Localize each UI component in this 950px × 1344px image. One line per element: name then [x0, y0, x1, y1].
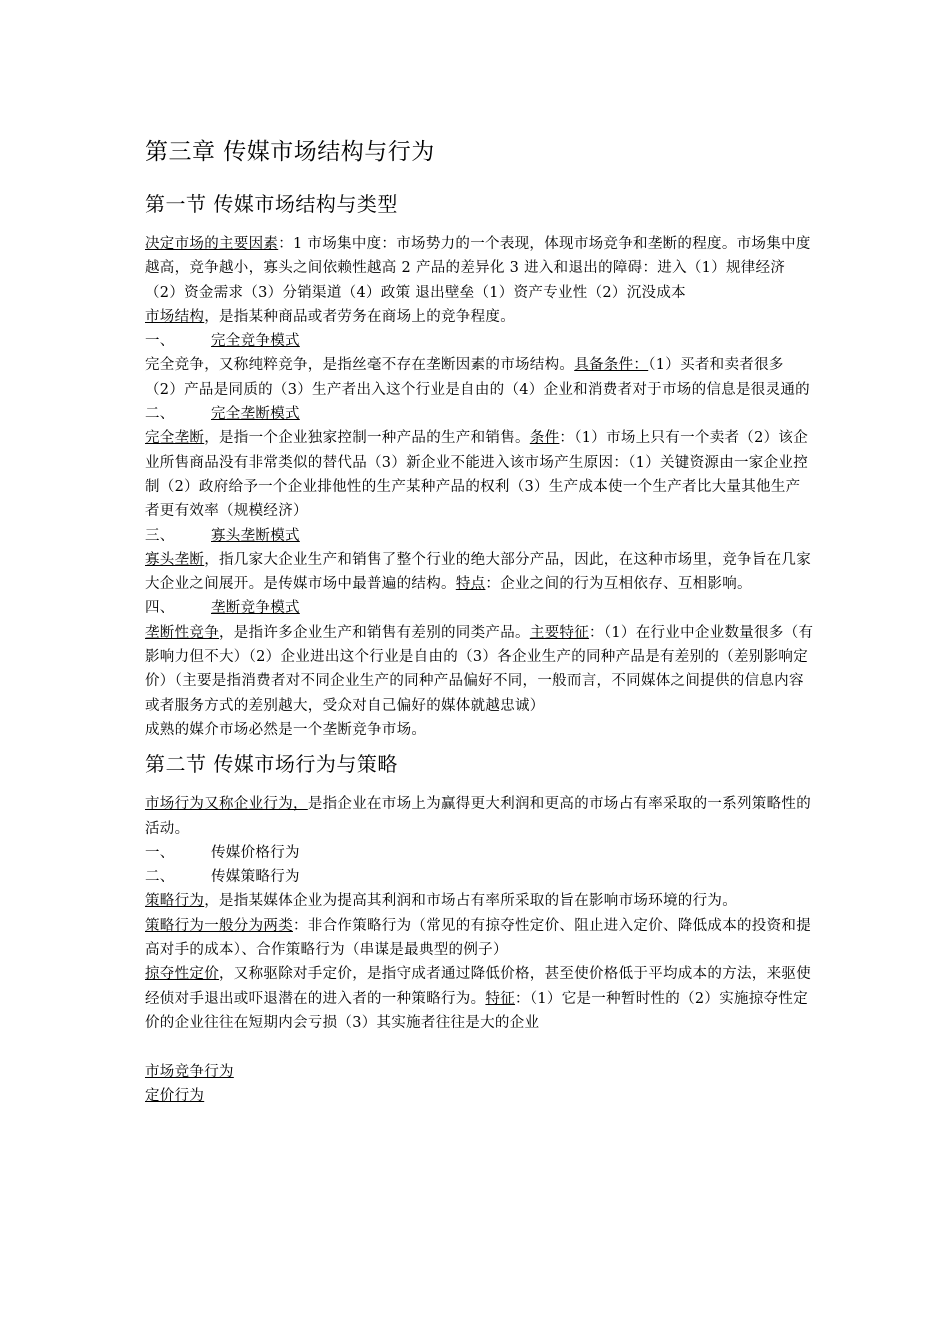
market-factors-paragraph [145, 232, 815, 305]
s2-item-1-number: 一、 [145, 844, 175, 861]
s2-item-1-label: 传媒价格行为 [211, 844, 300, 861]
item-3-text-a: ，指几家大企业生产和销售了整个行业的绝大部分产品，因此，在这种市场里，竞争旨在几家大企业之间展开。是传媒市场中最普遍的结构。 [145, 551, 811, 593]
market-factors-text: ：1 市场集中度：市场势力的一个表现，体现市场竞争和垄断的程度。市场集中度越高，竞争越小，寡头之间依赖性越高 2 产品的差异化 3 进入和退出的障碍：进入（1）规律经济（2）资金需求（3）分销渠道（4）政策 退出壁垒（1）资产专业性（2）沉没成本 [145, 236, 811, 301]
section-2-title: 第二节 传媒市场行为与策略 [145, 752, 398, 777]
item-3-heading [145, 524, 815, 548]
pricing-behavior-label: 定价行为 [145, 1087, 205, 1104]
item-1-conditions-term: 具备条件： [574, 357, 649, 374]
item-3-number: 三、 [145, 527, 175, 544]
item-2-heading [145, 402, 815, 426]
section-1-closing: 成熟的媒介市场必然是一个垄断竞争市场。 [145, 721, 427, 738]
item-4-label: 垄断竞争模式 [211, 600, 300, 617]
item-2-number: 二、 [145, 406, 175, 423]
item-1-text-b: （1）买者和卖者很多（2）产品是同质的（3）生产者出入这个行业是自由的（4）企业和消费者对于市场的信息是很灵通的 [145, 357, 810, 398]
predatory-pricing-paragraph [145, 962, 815, 1035]
market-behavior-text: 是指企业在市场上为赢得更大利润和更高的市场占有率采取的一系列策略性的活动。 [145, 796, 812, 837]
document-page [145, 136, 815, 1108]
s2-item-2-number: 二、 [145, 869, 175, 886]
pricing-behavior-heading [145, 1084, 815, 1108]
item-3-term: 寡头垄断 [145, 551, 205, 568]
market-behavior-paragraph [145, 792, 815, 841]
market-structure-text: ，是指某种商品或者劳务在商场上的竞争程度。 [204, 308, 516, 325]
s2-item-2-label: 传媒策略行为 [211, 869, 300, 886]
item-4-feature-term: 主要特征 [529, 624, 590, 641]
market-structure-term: 市场结构 [145, 308, 205, 325]
item-3-text-b: ：企业之间的行为互相依存、互相影响。 [485, 576, 752, 593]
item-1-heading [145, 329, 815, 353]
item-3-feature-term: 特点 [455, 576, 486, 593]
item-2-term: 完全垄断 [145, 430, 205, 447]
s2-item-2-heading [145, 865, 815, 889]
item-4-heading [145, 596, 815, 620]
item-2-text-b: ：（1）市场上只有一个卖者（2）该企业所售商品没有非常类似的替代品（3）新企业不能进入该市场产生原因：（1）关键资源由一家企业控制（2）政府给予一个企业排他性的生产某种产品的权利（3）生产成本使一个生产者比大量其他生产者更有效率（规模经济） [145, 430, 809, 520]
item-1-number: 一、 [145, 333, 175, 350]
item-1-label: 完全竞争模式 [211, 333, 300, 350]
item-4-text-b: ：（1）在行业中企业数量很多（有影响力但不大）（2）企业进出这个行业是自由的（3）各企业生产的同种产品是有差别的（差别影响定价）（主要是指消费者对不同企业生产的同种产品偏好不同，一般而言，不同媒体之间提供的信息内容或者服务方式的差别越大，受众对自己偏好的媒体就越忠诚） [145, 624, 814, 714]
chapter-title: 第三章 传媒市场结构与行为 [145, 139, 435, 165]
strategy-types-text: ：非合作策略行为（常见的有掠夺性定价、阻止进入定价、降低成本的投资和提高对手的成本）、合作策略行为（串谋是最典型的例子） [145, 917, 811, 959]
item-1-text-a: 完全竞争，又称纯粹竞争，是指丝毫不存在垄断因素的市场结构。 [145, 357, 575, 374]
item-3-paragraph [145, 548, 815, 597]
predatory-pricing-text-a: ，又称驱除对手定价，是指守成者通过降低价格，甚至使价格低于平均成本的方法，来驱使经侦对手退出或吓退潜在的进入者的一种策略行为。 [145, 966, 811, 1007]
predatory-pricing-term: 掠夺性定价 [145, 966, 219, 983]
strategy-behavior-paragraph [145, 889, 815, 913]
item-2-paragraph [145, 426, 815, 523]
market-factors-term: 决定市场的主要因素 [145, 236, 279, 252]
item-4-number: 四、 [145, 600, 175, 617]
strategy-behavior-term: 策略行为 [145, 893, 205, 910]
strategy-behavior-text: ，是指某媒体企业为提高其利润和市场占有率所采取的旨在影响市场环境的行为。 [204, 893, 737, 910]
item-3-label: 寡头垄断模式 [211, 527, 300, 544]
section-1-title: 第一节 传媒市场结构与类型 [145, 192, 398, 216]
market-competition-heading [145, 1060, 815, 1084]
market-structure-paragraph [145, 305, 815, 329]
item-4-text-a: ，是指许多企业生产和销售有差别的同类产品。 [219, 624, 530, 641]
market-behavior-term: 市场行为又称企业行为， [145, 796, 308, 813]
predatory-pricing-text-b: ：（1）它是一种暂时性的（2）实施掠夺性定价的企业往往在短期内会亏损（3）其实施者往往是大的企业 [145, 990, 809, 1031]
item-2-label: 完全垄断模式 [211, 406, 300, 423]
strategy-types-term: 策略行为一般分为两类 [145, 917, 293, 934]
predatory-pricing-feature-term: 特征 [485, 990, 516, 1007]
market-competition-label: 市场竞争行为 [145, 1063, 234, 1080]
item-2-conditions-term: 条件 [529, 430, 560, 447]
item-2-text-a: ，是指一个企业独家控制一种产品的生产和销售。 [204, 430, 530, 447]
item-4-paragraph [145, 621, 815, 718]
item-1-paragraph [145, 353, 815, 402]
item-4-term: 垄断性竞争 [145, 624, 219, 641]
s2-item-1-heading [145, 841, 815, 865]
blank-line [145, 1035, 815, 1059]
strategy-types-paragraph [145, 914, 815, 963]
